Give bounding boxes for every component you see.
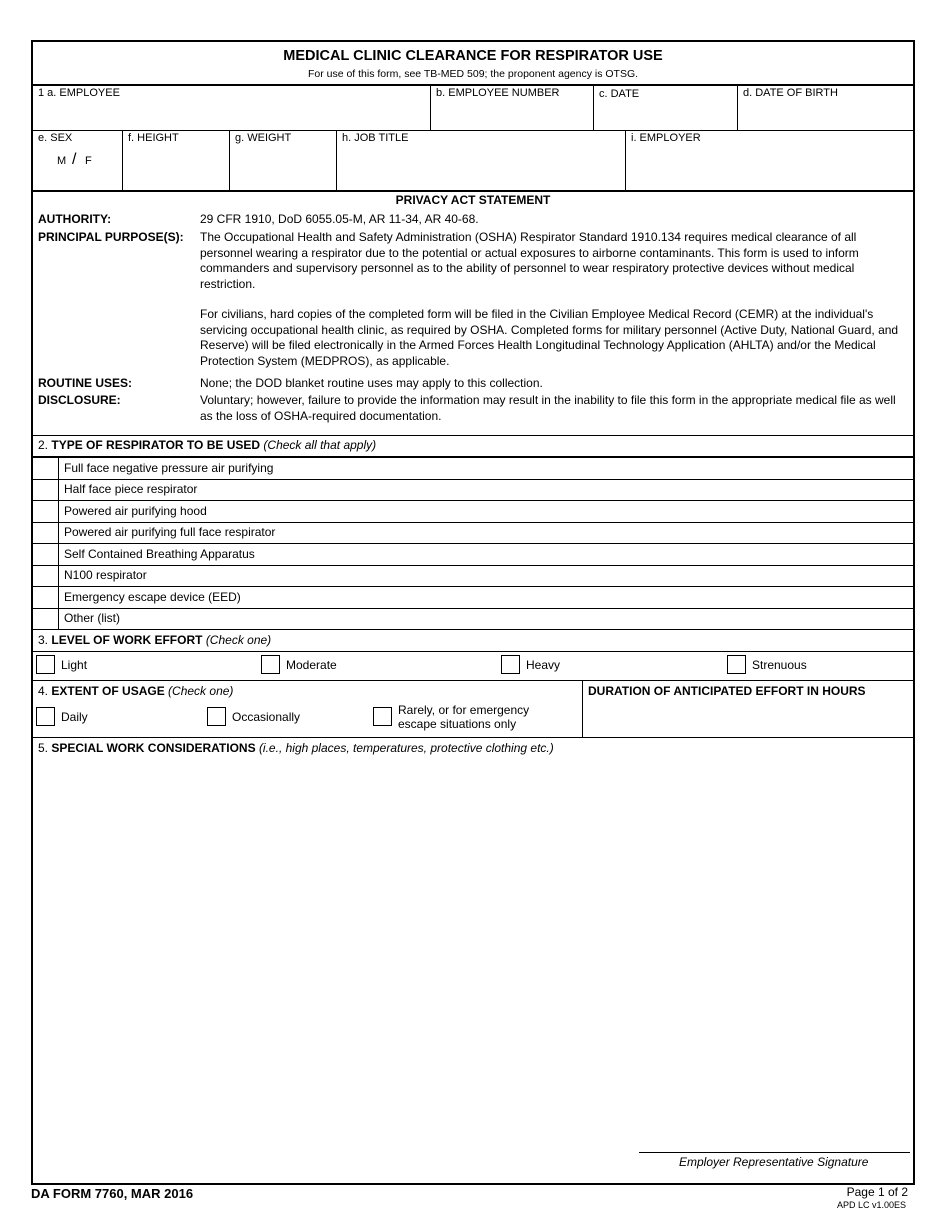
- section-4-heading: [38, 684, 233, 698]
- form-title: MEDICAL CLINIC CLEARANCE FOR RESPIRATOR USE: [283, 48, 663, 64]
- disclosure-text: Voluntary; however, failure to provide the information may result in the inability to file this form in the appropriate medical file as well as the loss of OSHA-required documentation.: [200, 393, 896, 423]
- principal-purpose-text-2: For civilians, hard copies of the completed form will be filed in the Civilian Employee Medical Record (CEMR) at the individual's servicing occupational health clinic, as required by OSHA. Completed forms for military personnel (Active Duty, National Guard, and Reserve) will be filed electronically in the Armed Forces Health Longitudinal Technology Application (AHLTA) and/or the Medical Protection System (MEDPROS), as applicable.: [200, 307, 899, 368]
- section-2-number: 2.: [38, 438, 49, 452]
- height-field[interactable]: [123, 131, 229, 190]
- disclosure-label: DISCLOSURE:: [38, 393, 121, 407]
- section-3-number: 3.: [38, 633, 49, 647]
- respirator-type-label: N100 respirator: [64, 568, 147, 582]
- duration-field[interactable]: [583, 700, 913, 737]
- divider: [33, 586, 913, 587]
- work-effort-strenuous-checkbox[interactable]: [727, 655, 746, 674]
- respirator-type-label: Powered air purifying hood: [64, 503, 207, 518]
- date-of-birth-field[interactable]: [738, 85, 913, 130]
- authority-text: 29 CFR 1910, DoD 6055.05-M, AR 11-34, AR 40-68.: [200, 212, 479, 226]
- section-2-heading: [38, 438, 376, 452]
- work-effort-strenuous-label: Strenuous: [752, 658, 807, 672]
- section-5-title: SPECIAL WORK CONSIDERATIONS: [51, 741, 256, 755]
- divider: [33, 522, 913, 523]
- respirator-type-checkbox[interactable]: [33, 522, 58, 544]
- sex-separator: /: [72, 151, 77, 168]
- divider: [33, 629, 913, 630]
- usage-occasionally-label: Occasionally: [232, 710, 301, 724]
- special-work-considerations-field[interactable]: [35, 758, 909, 1148]
- privacy-heading: PRIVACY ACT STATEMENT: [395, 193, 551, 207]
- section-5-hint: (i.e., high places, temperatures, protective clothing etc.): [258, 741, 554, 755]
- work-effort-light-checkbox[interactable]: [36, 655, 55, 674]
- divider: [33, 456, 913, 458]
- usage-occasionally-checkbox[interactable]: [207, 707, 226, 726]
- duration-label: DURATION OF ANTICIPATED EFFORT IN HOURS: [588, 684, 866, 698]
- respirator-type-label: Emergency escape device (EED): [64, 589, 241, 604]
- job-title-label: h. JOB TITLE: [342, 132, 409, 144]
- routine-uses-text: None; the DOD blanket routine uses may apply to this collection.: [200, 376, 543, 390]
- employee-label: 1 a. EMPLOYEE: [38, 87, 120, 99]
- employer-label: i. EMPLOYER: [631, 132, 701, 144]
- divider: [33, 565, 913, 566]
- principal-purpose-text-1: The Occupational Health and Safety Administration (OSHA) Respirator Standard 1910.134 requires medical clearance of all personnel wearing a respirator due to the potential or actual exposures to airborne contaminants. This form is used to inform commanders and supervisory personnel as to the ability of personnel to wear respiratory protective devices without medical restriction.: [200, 230, 859, 291]
- date-label: c. DATE: [599, 88, 640, 100]
- respirator-type-label: Powered air purifying full face respirator: [64, 525, 276, 539]
- job-title-field[interactable]: [337, 131, 625, 190]
- height-label: f. HEIGHT: [128, 132, 179, 144]
- respirator-type-label: Other (list): [64, 611, 121, 625]
- divider: [33, 651, 913, 652]
- work-effort-moderate-checkbox[interactable]: [261, 655, 280, 674]
- respirator-type-label: Self Contained Breathing Apparatus: [64, 546, 255, 561]
- employer-field[interactable]: [626, 131, 913, 190]
- sex-option-m[interactable]: M: [57, 155, 67, 167]
- principal-purpose-label: PRINCIPAL PURPOSE(S):: [38, 230, 184, 244]
- page-number: Page 1 of 2: [846, 1185, 908, 1199]
- form-subtitle: For use of this form, see TB-MED 509; the proponent agency is OTSG.: [307, 68, 639, 80]
- form-container: [31, 40, 915, 1185]
- weight-label: g. WEIGHT: [235, 132, 292, 144]
- divider: [33, 435, 913, 436]
- section-4-hint: (Check one): [168, 684, 234, 698]
- respirator-type-checkbox[interactable]: [33, 586, 58, 608]
- routine-uses-label: ROUTINE USES:: [38, 376, 133, 390]
- respirator-type-checkbox[interactable]: [33, 543, 58, 565]
- divider: [33, 737, 913, 738]
- employee-number-label: b. EMPLOYEE NUMBER: [436, 87, 560, 99]
- divider: [33, 543, 913, 544]
- authority-label: AUTHORITY:: [38, 212, 112, 226]
- divider: [33, 190, 913, 192]
- respirator-type-checkbox[interactable]: [33, 457, 58, 479]
- usage-rarely-checkbox[interactable]: [373, 707, 392, 726]
- weight-field[interactable]: [230, 131, 336, 190]
- version-label: APD LC v1.00ES: [836, 1200, 906, 1210]
- signature-label: Employer Representative Signature: [679, 1155, 869, 1169]
- divider: [33, 479, 913, 480]
- usage-rarely-label-line-2: escape situations only: [398, 717, 517, 731]
- respirator-type-label: Full face negative pressure air purifying: [64, 460, 274, 475]
- sex-option-f[interactable]: F: [85, 155, 92, 167]
- section-4-number: 4.: [38, 684, 49, 698]
- section-3-title: LEVEL OF WORK EFFORT: [51, 633, 203, 647]
- date-of-birth-label: d. DATE OF BIRTH: [743, 87, 838, 99]
- employee-number-field[interactable]: [431, 85, 593, 130]
- signature-line[interactable]: [639, 1152, 910, 1153]
- respirator-type-checkbox[interactable]: [33, 500, 58, 522]
- section-2-title: TYPE OF RESPIRATOR TO BE USED: [51, 438, 261, 452]
- section-4-title: EXTENT OF USAGE: [51, 684, 165, 698]
- section-3-heading: [38, 633, 271, 647]
- section-2-hint: (Check all that apply): [263, 438, 377, 452]
- section-5-number: 5.: [38, 741, 49, 755]
- section-5-heading: [38, 741, 554, 755]
- date-field[interactable]: [594, 85, 737, 130]
- work-effort-light-label: Light: [61, 658, 88, 672]
- work-effort-heavy-checkbox[interactable]: [501, 655, 520, 674]
- divider: [33, 680, 913, 681]
- respirator-type-label: Half face piece respirator: [64, 482, 198, 496]
- respirator-type-checkbox[interactable]: [33, 565, 58, 587]
- section-3-hint: (Check one): [205, 633, 272, 647]
- work-effort-heavy-label: Heavy: [526, 658, 561, 672]
- form-id: DA FORM 7760, MAR 2016: [31, 1186, 194, 1201]
- usage-rarely-label-line-1: Rarely, or for emergency: [398, 703, 530, 717]
- divider: [33, 608, 913, 609]
- employee-field[interactable]: [33, 85, 430, 130]
- divider: [33, 500, 913, 501]
- usage-daily-label: Daily: [61, 710, 88, 724]
- usage-daily-checkbox[interactable]: [36, 707, 55, 726]
- sex-label: e. SEX: [38, 132, 73, 144]
- respirator-type-checkbox[interactable]: [33, 479, 58, 501]
- work-effort-moderate-label: Moderate: [286, 658, 337, 672]
- respirator-type-checkbox[interactable]: [33, 608, 58, 630]
